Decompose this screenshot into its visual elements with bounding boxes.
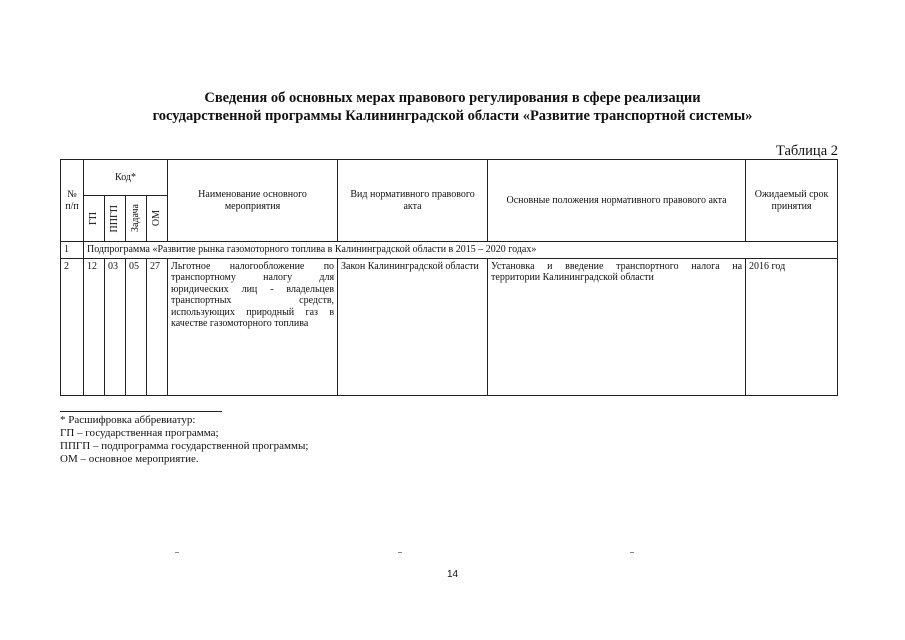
document-title-line-1: Сведения об основных мерах правового регулирования в сфере реализации <box>204 90 701 106</box>
footnote-line-ppgp: ППГП – подпрограмма государственной программы; <box>60 440 309 452</box>
header-provisions: Основные положения нормативного правового акта <box>488 160 746 242</box>
header-om-cell <box>147 196 168 242</box>
subprogram-num: 1 <box>61 242 84 259</box>
page-number: 14 <box>446 569 459 580</box>
document-title-line-2: государственной программы Калининградской области «Развитие транспортной системы» <box>152 108 753 124</box>
scan-speck <box>398 552 402 553</box>
table-header-row-1 <box>61 160 838 196</box>
header-name: Наименование основного мероприятия <box>168 160 338 242</box>
row-num: 2 <box>61 258 84 395</box>
header-ppgp-cell <box>105 196 126 242</box>
header-num: № п/п <box>61 160 84 242</box>
header-deadline: Ожидаемый срок принятия <box>746 160 838 242</box>
scan-speck <box>630 552 634 553</box>
row-ppgp: 03 <box>105 258 126 395</box>
header-gp: ГП <box>88 211 100 225</box>
scan-speck <box>175 552 179 553</box>
document-title <box>0 89 905 125</box>
footnote-separator <box>60 411 222 412</box>
footnote-line-om: ОМ – основное мероприятие. <box>60 453 199 465</box>
header-act-type: Вид нормативного правового акта <box>338 160 488 242</box>
row-gp: 12 <box>84 258 105 395</box>
header-code: Код* <box>84 160 168 196</box>
header-om: ОМ <box>151 210 163 227</box>
footnotes <box>60 414 308 466</box>
footnote-line-gp: ГП – государственная программа; <box>60 427 219 439</box>
header-gp-cell <box>84 196 105 242</box>
row-task: 05 <box>126 258 147 395</box>
row-deadline: 2016 год <box>746 258 838 395</box>
row-provisions: Установка и введение транспортного налога на территории Калининградской области <box>488 258 746 395</box>
subprogram-title: Подпрограмма «Развитие рынка газомоторного топлива в Калининградской области в 2015 – 2020 годах» <box>84 242 838 259</box>
subprogram-row <box>61 242 838 259</box>
row-act-type: Закон Калининградской области <box>338 258 488 395</box>
table-row <box>61 258 838 395</box>
row-om: 27 <box>147 258 168 395</box>
table-label: Таблица 2 <box>775 143 838 159</box>
footnote-heading: * Расшифровка аббревиатур: <box>60 414 196 426</box>
header-ppgp: ППГП <box>109 204 121 233</box>
row-measure-name: Льготное налогообложение по транспортному налогу для юридических лиц - владельцев транспортных средств, использующих природный газ в качестве газомоторного топлива <box>168 258 338 395</box>
header-task: Задача <box>130 204 142 233</box>
measures-table <box>60 159 838 396</box>
header-task-cell <box>126 196 147 242</box>
